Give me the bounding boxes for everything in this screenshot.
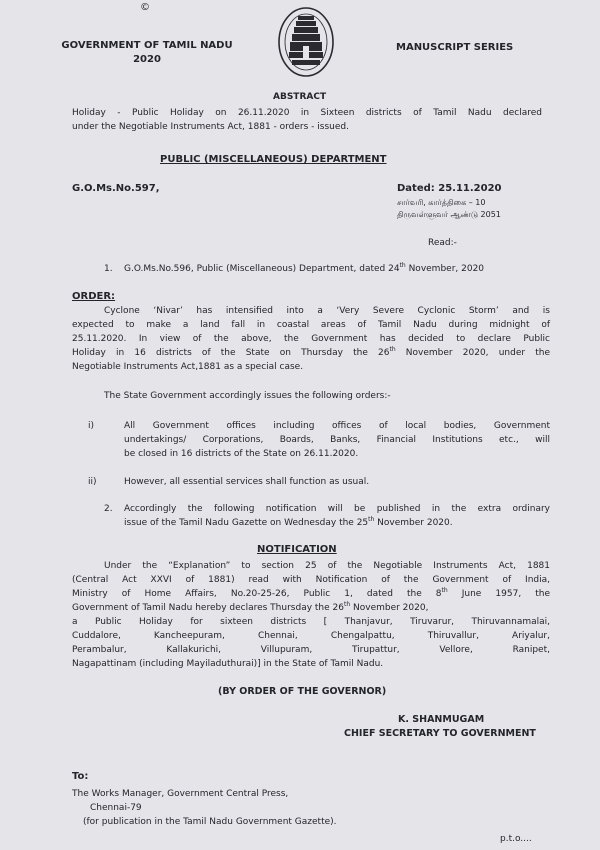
tamil-date-line-1: சார்வரி, கார்த்திகை – 10: [397, 198, 486, 207]
notification-line3: Ministry of Home Affairs, No.20-25-26, Public 1, dated the 8th June 1957, the: [72, 587, 551, 599]
read-ref-number: 1.: [104, 264, 113, 274]
order-para1-line1: Cyclone ‘Nivar’ has intensified into a ‘Very Severe Cyclonic Storm’ and is: [104, 306, 550, 316]
notification-heading: NOTIFICATION: [257, 544, 337, 555]
order-item1-line3: be closed in 16 districts of the State on 26.11.2020.: [124, 449, 359, 459]
signatory-name: K. SHANMUGAM: [398, 714, 485, 725]
notification-line8: Nagapattinam (including Mayiladuthurai)] in the State of Tamil Nadu.: [72, 659, 384, 669]
order-para1-line4: Holiday in 16 districts of the State on Thursday the 26th November 2020, under the: [72, 346, 550, 358]
order-para3-line2: issue of the Tamil Nadu Gazette on Wednesday the 25th November 2020.: [124, 516, 453, 528]
pto-label: p.t.o....: [500, 834, 532, 844]
notification-line7: Perambalur, Kallakurichi, Villupuram, Tirupattur, Vellore, Ranipet,: [72, 645, 550, 655]
abstract-line-2: under the Negotiable Instruments Act, 1881 - orders - issued.: [72, 122, 349, 132]
order-item1-number: i): [88, 421, 95, 431]
order-item2-number: ii): [88, 477, 97, 487]
order-para3-line1: 2. Accordingly the following notification will be published in the extra ordinary: [104, 504, 550, 514]
notification-line4: Government of Tamil Nadu hereby declares Thursday the 26th November 2020,: [72, 601, 429, 613]
read-reference: G.O.Ms.No.596, Public (Miscellaneous) Department, dated 24th November, 2020: [124, 262, 485, 274]
read-label: Read:-: [428, 238, 457, 248]
to-line1: The Works Manager, Government Central Press,: [72, 789, 289, 799]
dated-label: Dated: 25.11.2020: [397, 183, 502, 194]
gov-title: GOVERNMENT OF TAMIL NADU: [61, 40, 233, 51]
manuscript-series: MANUSCRIPT SERIES: [396, 42, 514, 53]
gov-year: 2020: [133, 54, 161, 65]
notification-line1: Under the “Explanation” to section 25 of the Negotiable Instruments Act, 1881: [104, 561, 550, 571]
tamil-date-line-2: திருவள்ளுவர் ஆண்டு 2051: [397, 210, 501, 219]
signatory-title: CHIEF SECRETARY TO GOVERNMENT: [344, 728, 536, 739]
order-item1-line2: undertakings/ Corporations, Boards, Banks, Financial Institutions etc., will: [124, 435, 550, 445]
abstract-line-1: Holiday - Public Holiday on 26.11.2020 in Sixteen districts of Tamil Nadu declared: [72, 108, 542, 118]
to-label: To:: [72, 771, 89, 782]
copyright-symbol: ©: [140, 2, 150, 13]
notification-line6: Cuddalore, Kancheepuram, Chennai, Chengalpattu, Thiruvallur, Ariyalur,: [72, 631, 550, 641]
notification-line5: a Public Holiday for sixteen districts [ Thanjavur, Tiruvarur, Thiruvannamalai,: [72, 617, 550, 627]
order-para1-line5: Negotiable Instruments Act,1881 as a special case.: [72, 362, 304, 372]
to-line2: Chennai-79: [90, 803, 142, 813]
order-para1-line2: expected to make a land fall in coastal areas of Tamil Nadu during midnight of: [72, 320, 550, 330]
order-item2-text: However, all essential services shall function as usual.: [124, 477, 370, 487]
department-heading: PUBLIC (MISCELLANEOUS) DEPARTMENT: [160, 154, 387, 165]
to-line3: (for publication in the Tamil Nadu Government Gazette).: [83, 817, 337, 827]
governor-order: (BY ORDER OF THE GOVERNOR): [218, 686, 387, 697]
order-item1-line1: All Government offices including offices of local bodies, Government: [124, 421, 550, 431]
order-para2: The State Government accordingly issues the following orders:-: [104, 391, 391, 401]
notification-line2: (Central Act XXVI of 1881) read with Notification of the Government of India,: [72, 575, 550, 585]
tamil-nadu-emblem-icon: [277, 6, 335, 82]
abstract-heading: ABSTRACT: [273, 92, 327, 102]
order-para1-line3: 25.11.2020. In view of the above, the Government has decided to declare Public: [72, 334, 550, 344]
order-heading: ORDER:: [72, 291, 116, 302]
order-number: G.O.Ms.No.597,: [72, 183, 160, 194]
